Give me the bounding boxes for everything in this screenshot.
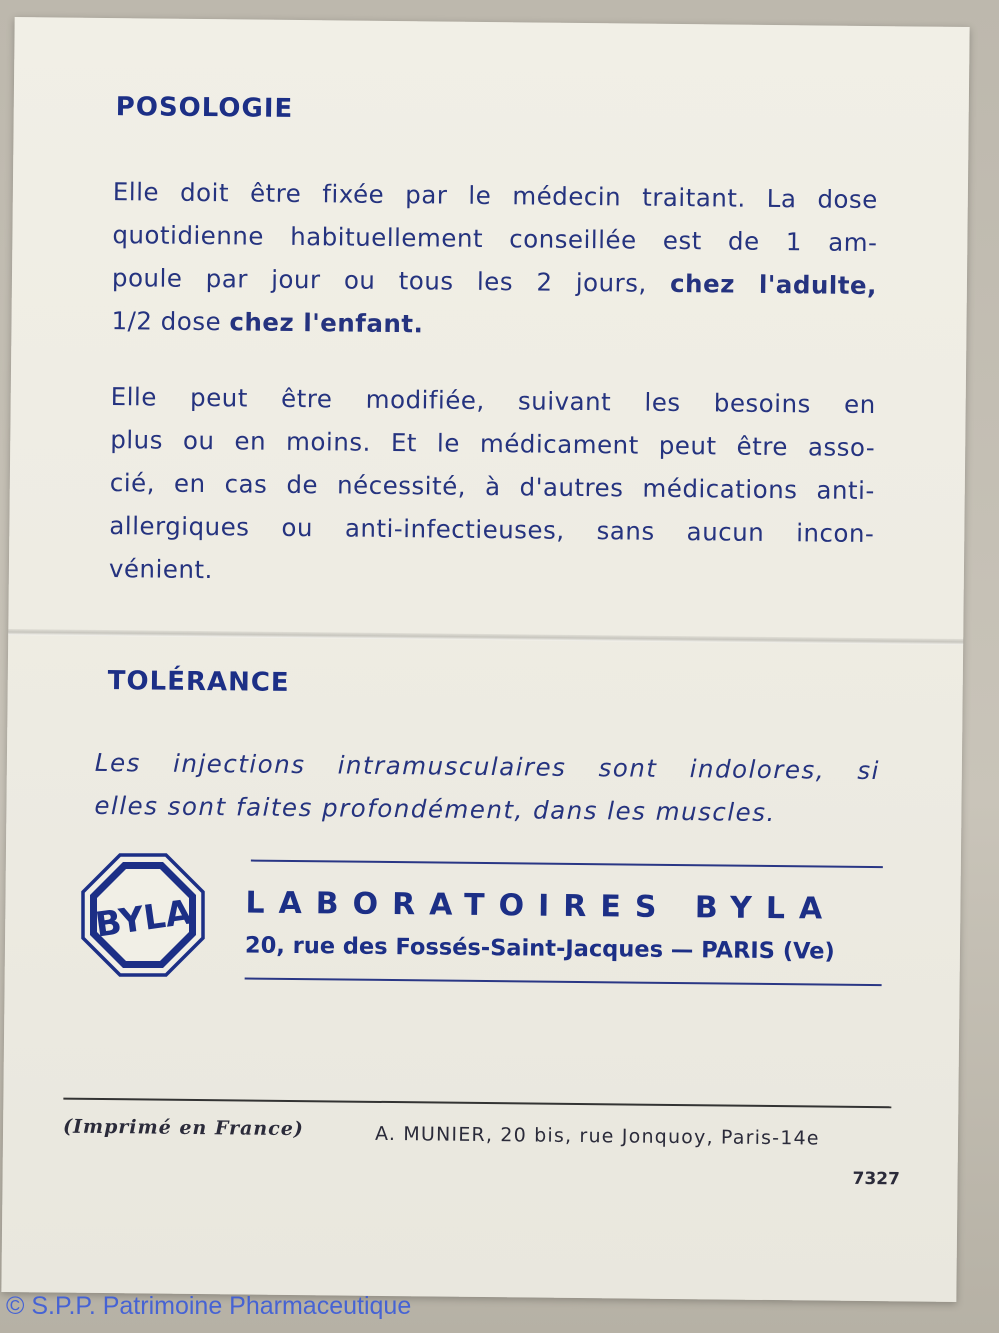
text-line: elles sont faites profondément, dans les muscles. [94, 790, 776, 828]
print-code: 7327 [852, 1168, 901, 1190]
laboratory-address: 20, rue des Fossés-Saint-Jacques — PARIS (Ve) [244, 932, 835, 965]
printed-in-france: (Imprimé en France) [62, 1115, 304, 1141]
laboratory-name: LABORATOIRES BYLA [245, 885, 837, 927]
logo-text: BYLA [92, 892, 195, 946]
posologie-paragraph-2 [109, 375, 876, 598]
posologie-paragraph-1 [111, 170, 878, 350]
divider-bottom [245, 977, 882, 986]
posologie-heading: POSOLOGIE [115, 92, 294, 124]
paper-fold [8, 629, 963, 645]
printer-address: A. MUNIER, 20 bis, rue Jonquoy, Paris-14e [374, 1122, 820, 1150]
text-line: quotidienne habituellement conseillée est de 1 am- [112, 220, 878, 258]
text-line: cié, en cas de nécessité, à d'autres médications anti- [109, 468, 875, 506]
text-line: allergiques ou anti-infectieuses, sans aucun incon- [109, 511, 875, 549]
text-line: Elle peut être modifiée, suivant les besoins en [110, 382, 876, 420]
tolerance-paragraph [94, 741, 880, 835]
text-line: Les injections intramusculaires sont indolores, si [94, 747, 881, 786]
byla-logo [80, 852, 206, 978]
footer-divider [63, 1098, 891, 1108]
copyright-watermark: © S.P.P. Patrimoine Pharmaceutique [6, 1292, 412, 1320]
emphasis-adult: chez l'adulte, [669, 268, 878, 301]
emphasis-child: chez l'enfant. [229, 307, 424, 339]
text-line [111, 299, 876, 350]
text-line: vénient. [108, 554, 213, 585]
text-line: Elle doit être fixée par le médecin traitant. La dose [112, 177, 878, 215]
text-segment: poule par jour ou tous les 2 jours, [111, 263, 647, 298]
text-line: plus ou en moins. Et le médicament peut être asso- [110, 425, 876, 463]
divider-top [251, 860, 883, 869]
leaflet-page [1, 17, 969, 1302]
tolerance-heading: TOLÉRANCE [107, 666, 290, 698]
text-segment: 1/2 dose [111, 306, 222, 337]
